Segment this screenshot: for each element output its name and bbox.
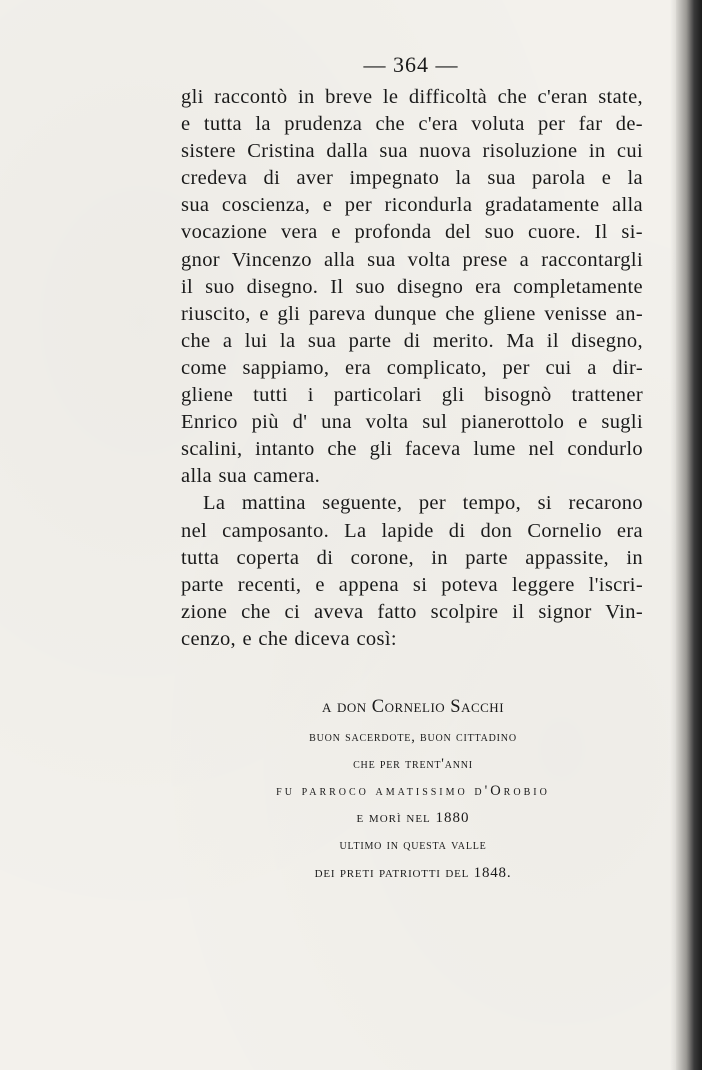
text-line: cenzo, e che diceva così: (181, 627, 397, 650)
text-line: La mattina seguente, per tempo, si recarono (203, 492, 643, 515)
text-line: Enrico più d' una volta sul pianerottolo e sugli (181, 411, 643, 434)
text-line: scalini, intanto che gli faceva lume nel condurlo (181, 438, 643, 461)
text-line: gli raccontò in breve le difficoltà che c'eran state, (181, 86, 643, 108)
book-binding-edge (676, 0, 702, 1070)
text-line: nel camposanto. La lapide di don Cornelio era (181, 519, 643, 542)
inscription-line: dei preti patriotti del 1848. (314, 865, 512, 881)
text-line: come sappiamo, era complicato, per cui a dir- (181, 356, 643, 379)
text-line: zione che ci aveva fatto scolpire il signor Vin- (181, 600, 643, 623)
inscription-line: che per trent'anni (353, 756, 473, 772)
text-line: gliene tutti i particolari gli bisognò trattener (181, 384, 643, 407)
text-line: il suo disegno. Il suo disegno era completamente (181, 275, 643, 298)
inscription-line: e morì nel 1880 (356, 810, 470, 826)
text-line: tutta coperta di corone, in parte appassite, in (181, 546, 643, 569)
text-line: credeva di aver impegnato la sua parola e la (181, 167, 643, 190)
body-text (181, 84, 643, 653)
page-number: — 364 — (363, 52, 459, 77)
text-line: e tutta la prudenza che c'era voluta per far de- (181, 113, 643, 136)
text-line: vocazione vera e profonda del suo cuore. Il si- (181, 221, 643, 244)
inscription-line: buon sacerdote, buon cittadino (309, 729, 517, 745)
inscription-line: fu parroco amatissimo d'Orobio (276, 783, 550, 799)
text-line: che a lui la sua parte di merito. Ma il disegno, (181, 329, 643, 352)
inscription-line: a don Cornelio Sacchi (321, 697, 505, 717)
epitaph-inscription (238, 690, 588, 887)
text-line: sua coscienza, e per ricondurla gradatamente alla (181, 194, 643, 217)
text-line: parte recenti, e appena si poteva leggere l'iscri- (181, 573, 643, 596)
text-line: sistere Cristina dalla sua nuova risoluzione in cui (181, 140, 643, 163)
text-line: gnor Vincenzo alla sua volta prese a raccontargli (181, 248, 643, 271)
text-line: riuscito, e gli pareva dunque che gliene venisse an- (181, 302, 643, 325)
text-line: alla sua camera. (181, 465, 321, 488)
inscription-line: ultimo in questa valle (339, 837, 487, 853)
